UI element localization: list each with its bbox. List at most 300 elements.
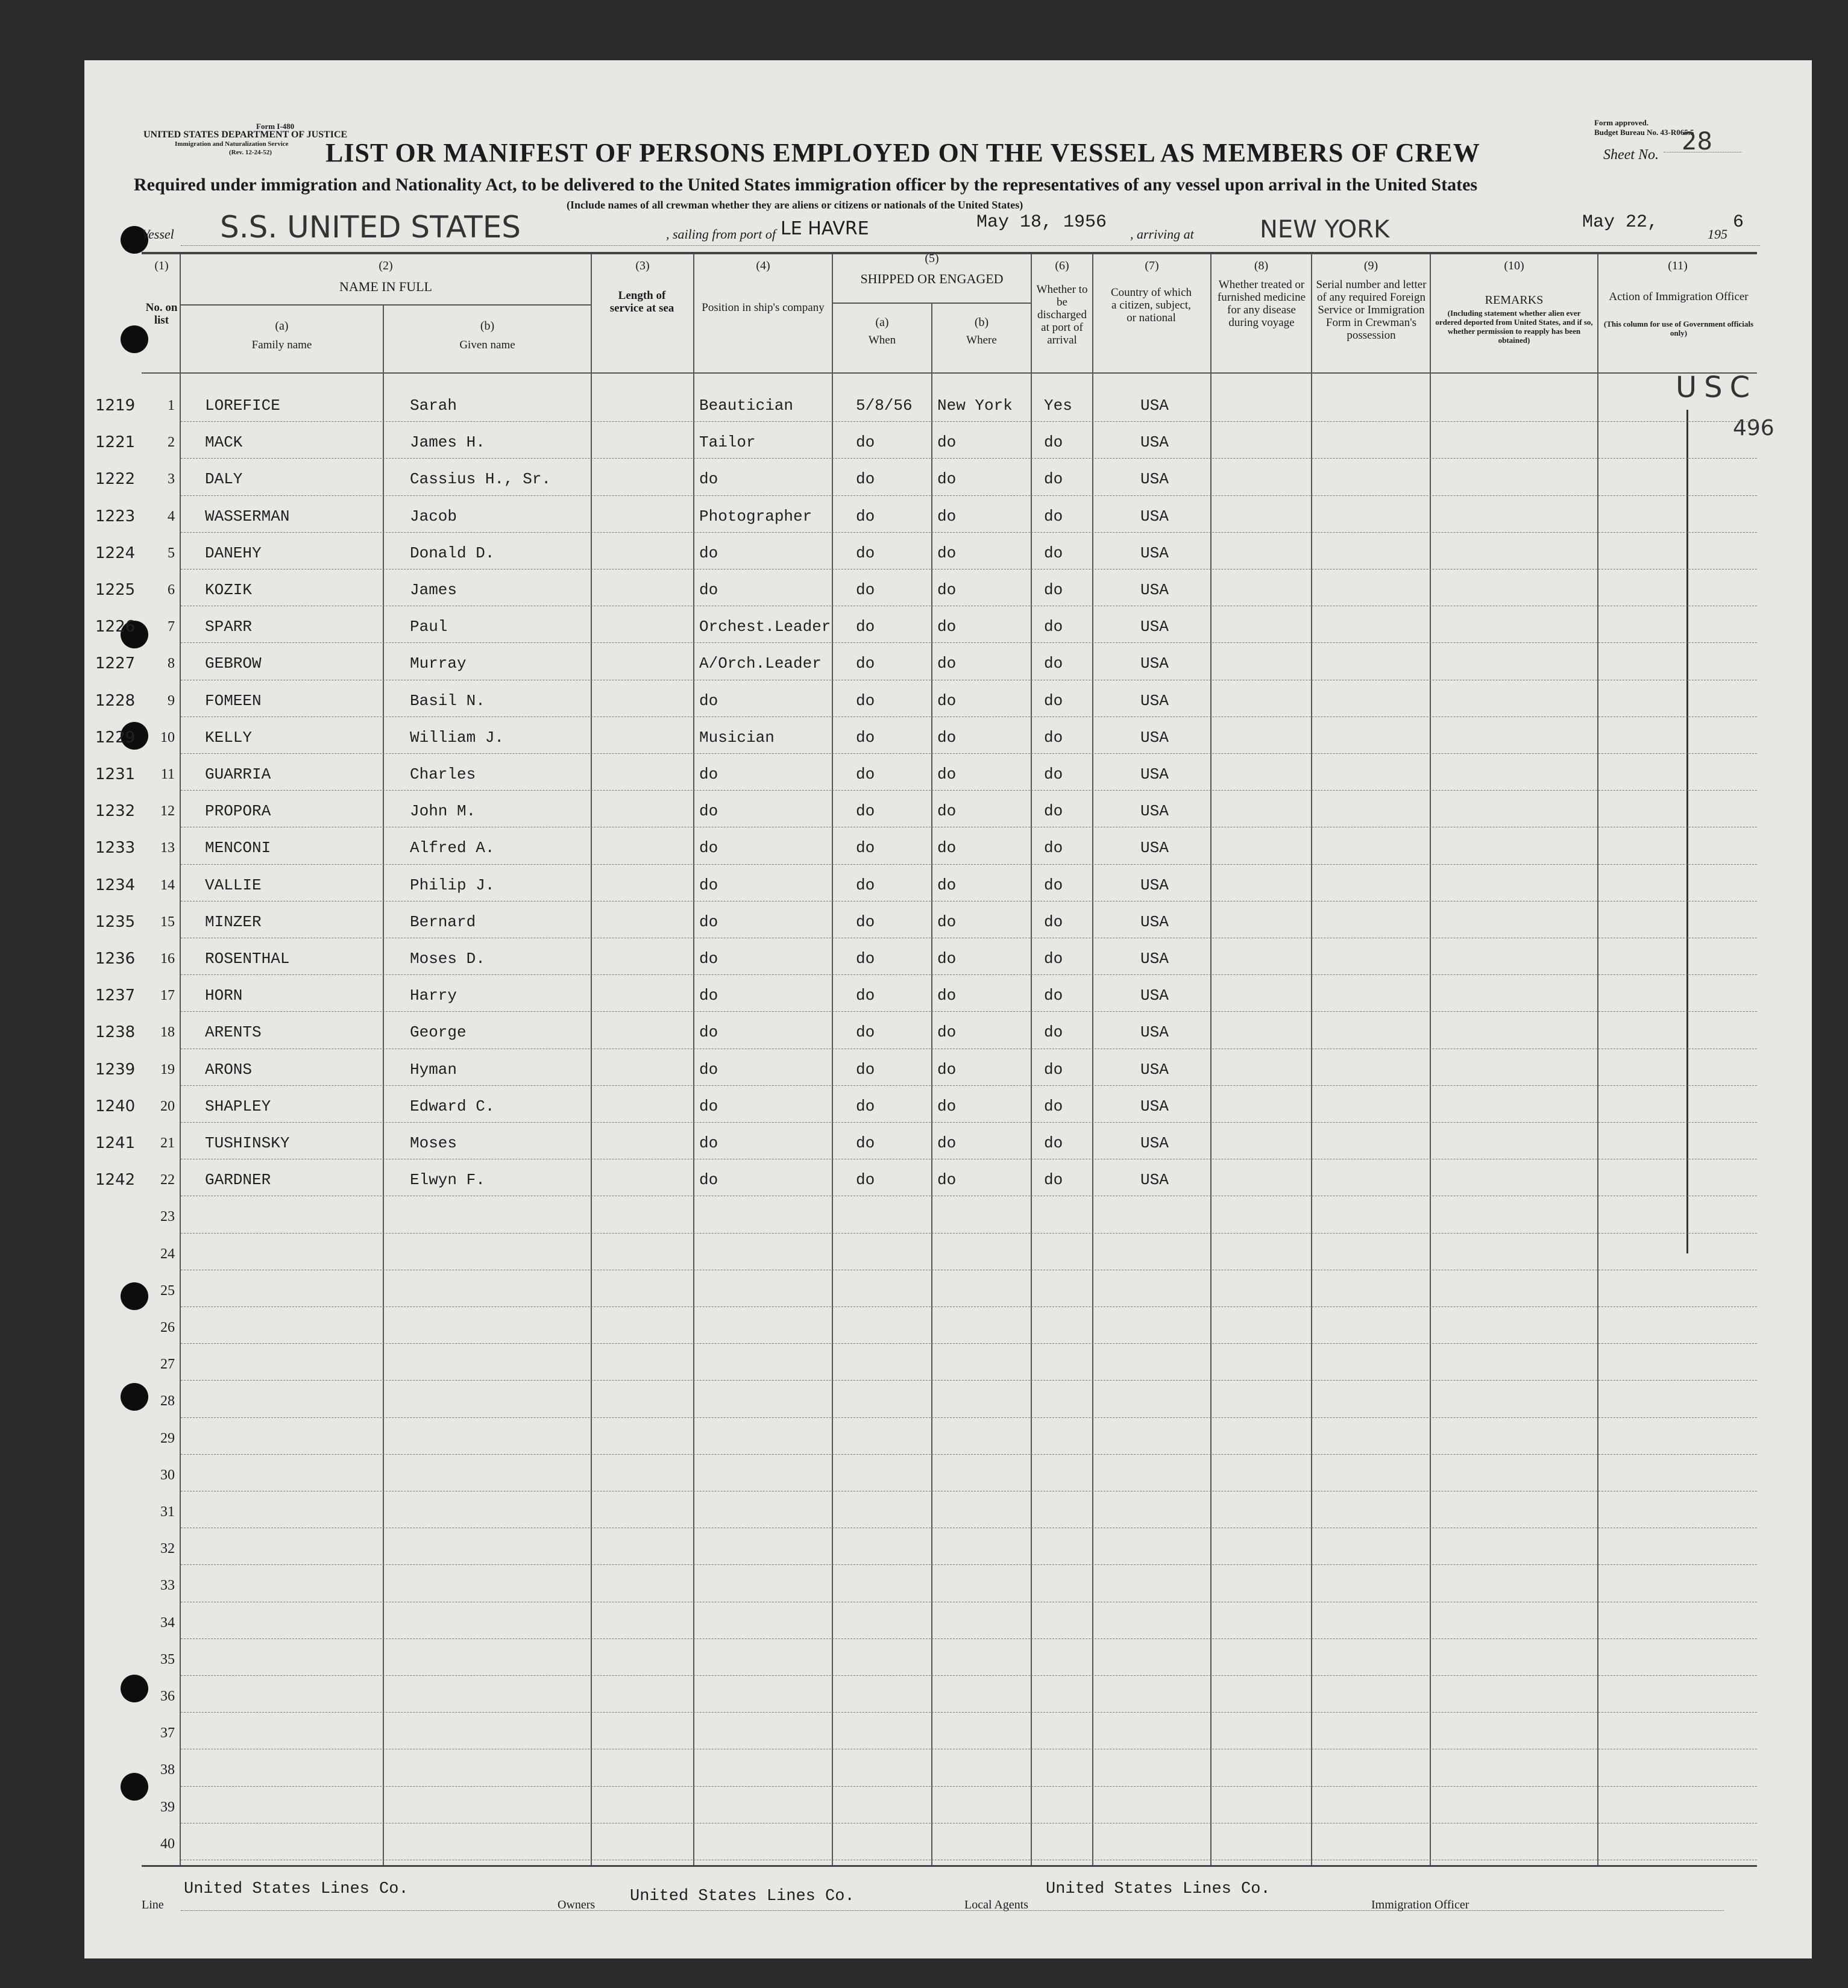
country-cell: USA bbox=[1140, 1171, 1169, 1190]
usc-annotation: USC bbox=[1676, 371, 1758, 404]
position-cell: do bbox=[699, 839, 718, 858]
position-cell: do bbox=[699, 1134, 718, 1152]
given-name-cell: Cassius H., Sr. bbox=[410, 470, 552, 489]
family-name-cell: ROSENTHAL bbox=[205, 950, 290, 968]
sheet-number: 28 bbox=[1682, 128, 1712, 155]
vessel-line bbox=[142, 210, 1757, 246]
shipped-where-cell: do bbox=[937, 950, 957, 968]
table-row bbox=[84, 1455, 1812, 1492]
discharge-cell: do bbox=[1044, 691, 1063, 710]
given-name-cell: James bbox=[410, 581, 457, 599]
position-cell: do bbox=[699, 1097, 718, 1115]
row-number: 30 bbox=[160, 1467, 175, 1483]
col1-label: No. on list bbox=[145, 301, 178, 327]
sheet-label: Sheet No. bbox=[1603, 147, 1659, 163]
discharge-cell: do bbox=[1044, 1060, 1063, 1079]
given-name-cell: Harry bbox=[410, 986, 457, 1005]
given-name-cell: John M. bbox=[410, 802, 476, 821]
shipped-when-cell: do bbox=[856, 986, 875, 1005]
shipped-where-cell: do bbox=[937, 986, 957, 1005]
given-name-cell: George bbox=[410, 1023, 467, 1042]
col2b-label: Given name bbox=[459, 339, 515, 351]
col7-label: Country of which a citizen, subject, or national bbox=[1110, 286, 1192, 324]
position-cell: Photographer bbox=[699, 507, 812, 525]
left-margin-number: 1236 bbox=[95, 950, 136, 968]
shipped-when-cell: do bbox=[856, 876, 875, 894]
left-margin-number: 1235 bbox=[95, 912, 136, 931]
shipped-where-cell: do bbox=[937, 433, 957, 452]
row-number: 22 bbox=[160, 1172, 175, 1188]
discharge-cell: do bbox=[1044, 654, 1063, 673]
given-name-cell: Moses D. bbox=[410, 950, 485, 968]
shipped-where-cell: do bbox=[937, 1171, 957, 1190]
given-name-cell: Donald D. bbox=[410, 544, 495, 562]
discharge-cell: do bbox=[1044, 839, 1063, 858]
row-number: 37 bbox=[160, 1725, 175, 1742]
given-name-cell: Alfred A. bbox=[410, 839, 495, 858]
col8-number: (8) bbox=[1254, 259, 1269, 272]
discharge-cell: do bbox=[1044, 544, 1063, 562]
shipped-when-cell: do bbox=[856, 802, 875, 821]
family-name-cell: HORN bbox=[205, 986, 243, 1005]
vessel-label: Vessel bbox=[142, 227, 174, 242]
discharge-cell: do bbox=[1044, 728, 1063, 747]
row-separator bbox=[181, 495, 1757, 496]
table-row bbox=[84, 644, 1812, 680]
given-name-cell: James H. bbox=[410, 433, 485, 452]
row-separator bbox=[181, 421, 1757, 422]
row-number: 2 bbox=[168, 434, 175, 451]
position-cell: do bbox=[699, 581, 718, 599]
arrival-date: May 22, bbox=[1582, 212, 1659, 233]
country-cell: USA bbox=[1140, 581, 1169, 599]
discharge-cell: do bbox=[1044, 1023, 1063, 1042]
position-cell: do bbox=[699, 1171, 718, 1190]
shipped-subheader-line bbox=[832, 303, 1031, 304]
family-name-cell: PROPORA bbox=[205, 802, 271, 821]
department-name: UNITED STATES DEPARTMENT OF JUSTICE bbox=[143, 130, 348, 140]
col11-label: Action of Immigration Officer bbox=[1609, 290, 1749, 303]
table-row bbox=[84, 976, 1812, 1012]
position-cell: do bbox=[699, 544, 718, 562]
form-revision: (Rev. 12-24-52) bbox=[229, 149, 272, 156]
shipped-where-cell: do bbox=[937, 470, 957, 489]
row-number: 14 bbox=[160, 877, 175, 893]
discharge-cell: do bbox=[1044, 802, 1063, 821]
shipped-where-cell: New York bbox=[937, 397, 1013, 415]
given-name-cell: Charles bbox=[410, 765, 476, 783]
position-cell: do bbox=[699, 691, 718, 710]
left-margin-number: 1237 bbox=[95, 986, 136, 1005]
budget-bureau: Budget Bureau No. 43-R065.5 bbox=[1594, 128, 1694, 137]
position-cell: do bbox=[699, 765, 718, 783]
given-name-cell: Hyman bbox=[410, 1060, 457, 1079]
shipped-where-cell: do bbox=[937, 765, 957, 783]
table-row bbox=[84, 386, 1812, 422]
row-separator bbox=[181, 1417, 1757, 1418]
port-to: NEW YORK bbox=[1260, 216, 1390, 243]
left-margin-number: 1229 bbox=[95, 728, 136, 747]
col4-label: Position in ship's company bbox=[702, 301, 825, 314]
left-margin-number: 1238 bbox=[95, 1023, 136, 1042]
shipped-where-cell: do bbox=[937, 691, 957, 710]
left-margin-number: 1226 bbox=[95, 618, 136, 636]
table-row bbox=[84, 1640, 1812, 1676]
country-cell: USA bbox=[1140, 802, 1169, 821]
discharge-cell: do bbox=[1044, 1097, 1063, 1115]
left-margin-number: 1241 bbox=[95, 1134, 136, 1152]
left-margin-number: 1224 bbox=[95, 544, 136, 562]
shipped-when-cell: do bbox=[856, 544, 875, 562]
shipped-when-cell: do bbox=[856, 691, 875, 710]
header-bottom-border bbox=[142, 372, 1757, 374]
row-number: 11 bbox=[160, 767, 175, 782]
country-cell: USA bbox=[1140, 1023, 1169, 1042]
shipped-where-cell: do bbox=[937, 1134, 957, 1152]
table-row bbox=[84, 1676, 1812, 1713]
row-number: 1 bbox=[168, 398, 175, 413]
table-row bbox=[84, 1492, 1812, 1529]
shipped-where-cell: do bbox=[937, 581, 957, 599]
line-value: United States Lines Co. bbox=[184, 1880, 409, 1898]
vessel-name: S.S. UNITED STATES bbox=[220, 210, 521, 245]
discharge-cell: do bbox=[1044, 876, 1063, 894]
given-name-cell: Moses bbox=[410, 1134, 457, 1152]
agents-value: United States Lines Co. bbox=[1046, 1880, 1271, 1898]
table-row bbox=[84, 1050, 1812, 1087]
row-number: 26 bbox=[160, 1320, 175, 1335]
col4-number: (4) bbox=[756, 259, 770, 272]
position-cell: Beautician bbox=[699, 397, 794, 415]
row-separator bbox=[181, 1712, 1757, 1713]
table-row bbox=[84, 902, 1812, 939]
table-row bbox=[84, 1308, 1812, 1344]
discharge-cell: do bbox=[1044, 765, 1063, 783]
discharge-cell: do bbox=[1044, 950, 1063, 968]
row-separator bbox=[181, 1343, 1757, 1344]
row-number: 29 bbox=[160, 1430, 175, 1446]
row-number: 33 bbox=[160, 1578, 175, 1594]
col11-subtext: (This column for use of Government officials only) bbox=[1603, 319, 1754, 337]
agents-label: Local Agents bbox=[964, 1898, 1029, 1911]
country-cell: USA bbox=[1140, 544, 1169, 562]
position-cell: Orchest.Leader bbox=[699, 618, 831, 636]
service-name: Immigration and Naturalization Service bbox=[175, 140, 289, 148]
country-cell: USA bbox=[1140, 876, 1169, 894]
table-row bbox=[84, 1419, 1812, 1455]
left-margin-number: 1227 bbox=[95, 654, 136, 673]
family-name-cell: FOMEEN bbox=[205, 691, 262, 710]
col3-label: Length of service at sea bbox=[609, 289, 674, 315]
family-name-cell: LOREFICE bbox=[205, 397, 280, 415]
instruction-note: (Include names of all crewman whether they are aliens or citizens or nationals of the United States) bbox=[567, 199, 1023, 211]
left-margin-number: 1232 bbox=[95, 802, 136, 821]
col10-subtext: (Including statement whether alien ever ordered deported from United States, and if so, whether permission to reapply has been obtained) bbox=[1435, 309, 1593, 345]
row-separator bbox=[181, 864, 1757, 865]
row-number: 25 bbox=[160, 1282, 175, 1299]
family-name-cell: WASSERMAN bbox=[205, 507, 290, 525]
position-cell: do bbox=[699, 876, 718, 894]
shipped-when-cell: do bbox=[856, 654, 875, 673]
position-cell: A/Orch.Leader bbox=[699, 654, 822, 673]
row-number: 7 bbox=[168, 619, 175, 635]
row-number: 27 bbox=[160, 1356, 175, 1373]
table-row bbox=[84, 791, 1812, 828]
country-cell: USA bbox=[1140, 507, 1169, 525]
family-name-cell: MACK bbox=[205, 433, 243, 452]
table-row bbox=[84, 570, 1812, 607]
left-margin-number: 1231 bbox=[95, 765, 136, 783]
col8-label: Whether treated or furnished medicine for any disease during voyage bbox=[1217, 278, 1306, 329]
shipped-when-cell: do bbox=[856, 470, 875, 489]
row-separator bbox=[181, 1233, 1757, 1234]
row-separator bbox=[181, 974, 1757, 975]
footer bbox=[142, 1874, 1757, 1922]
row-separator bbox=[181, 716, 1757, 717]
row-number: 5 bbox=[168, 545, 175, 561]
punch-hole bbox=[121, 325, 148, 353]
row-separator bbox=[181, 642, 1757, 643]
col10-label: REMARKS bbox=[1485, 293, 1544, 307]
table-row bbox=[84, 1160, 1812, 1197]
shipped-when-cell: do bbox=[856, 1134, 875, 1152]
line-label: Line bbox=[142, 1898, 164, 1911]
sail-date: May 18, 1956 bbox=[976, 212, 1107, 233]
family-name-cell: ARENTS bbox=[205, 1023, 262, 1042]
table-row bbox=[84, 497, 1812, 533]
row-number: 23 bbox=[160, 1209, 175, 1225]
table-row bbox=[84, 1824, 1812, 1861]
row-number: 15 bbox=[160, 914, 175, 930]
row-separator bbox=[181, 1638, 1757, 1639]
arriving-label: , arriving at bbox=[1130, 227, 1194, 242]
year-digit: 6 bbox=[1733, 212, 1744, 233]
row-number: 21 bbox=[160, 1135, 175, 1151]
count-annotation: 496 bbox=[1733, 416, 1774, 441]
family-name-cell: VALLIE bbox=[205, 876, 262, 894]
shipped-where-cell: do bbox=[937, 728, 957, 747]
left-margin-number: 1225 bbox=[95, 581, 136, 599]
left-margin-number: 1221 bbox=[95, 433, 136, 452]
left-margin-number: 1233 bbox=[95, 839, 136, 858]
country-cell: USA bbox=[1140, 397, 1169, 415]
row-separator bbox=[181, 1675, 1757, 1676]
col2b-number: (b) bbox=[480, 319, 495, 333]
row-separator bbox=[181, 1564, 1757, 1565]
family-name-cell: KOZIK bbox=[205, 581, 253, 599]
row-number: 24 bbox=[160, 1246, 175, 1262]
discharge-cell: Yes bbox=[1044, 397, 1072, 415]
col5-label: SHIPPED OR ENGAGED bbox=[860, 271, 1004, 286]
table-row bbox=[84, 1344, 1812, 1381]
row-number: 39 bbox=[160, 1799, 175, 1815]
row-separator bbox=[181, 1786, 1757, 1787]
shipped-where-cell: do bbox=[937, 654, 957, 673]
row-number: 34 bbox=[160, 1614, 175, 1631]
given-name-cell: Bernard bbox=[410, 912, 476, 931]
col5b-label: Where bbox=[966, 334, 997, 346]
table-row bbox=[84, 865, 1812, 902]
page-title: LIST OR MANIFEST OF PERSONS EMPLOYED ON THE VESSEL AS MEMBERS OF CREW bbox=[325, 138, 1480, 168]
shipped-where-cell: do bbox=[937, 876, 957, 894]
sailing-label: , sailing from port of bbox=[666, 227, 776, 242]
row-separator bbox=[181, 1306, 1757, 1307]
footer-underline bbox=[181, 1910, 1724, 1911]
row-number: 35 bbox=[160, 1651, 175, 1667]
country-cell: USA bbox=[1140, 1060, 1169, 1079]
given-name-cell: Paul bbox=[410, 618, 448, 636]
country-cell: USA bbox=[1140, 986, 1169, 1005]
discharge-cell: do bbox=[1044, 986, 1063, 1005]
year-label: 195 bbox=[1708, 227, 1727, 242]
table-row bbox=[84, 1713, 1812, 1750]
left-margin-number: 1219 bbox=[95, 397, 136, 415]
country-cell: USA bbox=[1140, 765, 1169, 783]
row-number: 20 bbox=[160, 1098, 175, 1114]
table-row bbox=[84, 533, 1812, 570]
family-name-cell: GUARRIA bbox=[205, 765, 271, 783]
family-name-cell: GEBROW bbox=[205, 654, 262, 673]
country-cell: USA bbox=[1140, 728, 1169, 747]
row-number: 32 bbox=[160, 1541, 175, 1557]
row-number: 18 bbox=[160, 1024, 175, 1041]
shipped-when-cell: do bbox=[856, 618, 875, 636]
table-row bbox=[84, 1381, 1812, 1418]
col6-number: (6) bbox=[1055, 259, 1069, 272]
family-name-cell: MINZER bbox=[205, 912, 262, 931]
family-name-cell: GARDNER bbox=[205, 1171, 271, 1190]
row-separator bbox=[181, 753, 1757, 754]
row-separator bbox=[181, 1380, 1757, 1381]
col1-number: (1) bbox=[154, 259, 169, 272]
position-cell: do bbox=[699, 802, 718, 821]
row-separator bbox=[181, 1454, 1757, 1455]
row-number: 3 bbox=[168, 471, 175, 488]
position-cell: do bbox=[699, 986, 718, 1005]
given-name-cell: Sarah bbox=[410, 397, 457, 415]
row-number: 17 bbox=[160, 988, 175, 1004]
country-cell: USA bbox=[1140, 654, 1169, 673]
row-number: 4 bbox=[168, 508, 175, 524]
row-number: 16 bbox=[160, 951, 175, 967]
table-row bbox=[84, 754, 1812, 791]
shipped-when-cell: do bbox=[856, 1023, 875, 1042]
col2-label: NAME IN FULL bbox=[339, 279, 432, 294]
table-row bbox=[84, 828, 1812, 865]
shipped-when-cell: do bbox=[856, 433, 875, 452]
shipped-where-cell: do bbox=[937, 1060, 957, 1079]
row-separator bbox=[181, 532, 1757, 533]
given-name-cell: Philip J. bbox=[410, 876, 495, 894]
family-name-cell: DALY bbox=[205, 470, 243, 489]
sheet-number-field bbox=[1664, 128, 1742, 155]
row-number: 36 bbox=[160, 1689, 175, 1704]
row-separator bbox=[181, 1085, 1757, 1086]
family-name-cell: SPARR bbox=[205, 618, 253, 636]
left-margin-number: 1228 bbox=[95, 691, 136, 710]
shipped-where-cell: do bbox=[937, 1023, 957, 1042]
form-approval: Form approved. bbox=[1594, 118, 1649, 127]
col3-number: (3) bbox=[635, 259, 650, 272]
shipped-where-cell: do bbox=[937, 1097, 957, 1115]
col5-number: (5) bbox=[925, 252, 939, 265]
table-row bbox=[84, 681, 1812, 718]
country-cell: USA bbox=[1140, 470, 1169, 489]
row-number: 6 bbox=[168, 582, 175, 598]
family-name-cell: MENCONI bbox=[205, 839, 271, 858]
table-row bbox=[84, 1197, 1812, 1234]
family-name-cell: ARONS bbox=[205, 1060, 253, 1079]
table-row bbox=[84, 1234, 1812, 1271]
shipped-where-cell: do bbox=[937, 544, 957, 562]
family-name-cell: KELLY bbox=[205, 728, 253, 747]
discharge-cell: do bbox=[1044, 507, 1063, 525]
col10-number: (10) bbox=[1504, 259, 1524, 272]
left-margin-number: 1240 bbox=[95, 1097, 136, 1115]
col5b-number: (b) bbox=[974, 316, 989, 329]
position-cell: Musician bbox=[699, 728, 775, 747]
left-margin-number: 1239 bbox=[95, 1060, 136, 1079]
table-row bbox=[84, 1750, 1812, 1787]
position-cell: do bbox=[699, 950, 718, 968]
col9-number: (9) bbox=[1363, 259, 1378, 272]
position-cell: do bbox=[699, 470, 718, 489]
col7-number: (7) bbox=[1145, 259, 1159, 272]
left-margin-number: 1222 bbox=[95, 470, 136, 489]
row-separator bbox=[181, 1011, 1757, 1012]
country-cell: USA bbox=[1140, 1097, 1169, 1115]
row-number: 8 bbox=[168, 656, 175, 672]
position-cell: do bbox=[699, 912, 718, 931]
table-row bbox=[84, 607, 1812, 644]
family-name-cell: DANEHY bbox=[205, 544, 262, 562]
table-row bbox=[84, 1012, 1812, 1049]
country-cell: USA bbox=[1140, 839, 1169, 858]
shipped-where-cell: do bbox=[937, 507, 957, 525]
family-name-cell: TUSHINSKY bbox=[205, 1134, 290, 1152]
family-name-cell: SHAPLEY bbox=[205, 1097, 271, 1115]
col5a-number: (a) bbox=[875, 316, 889, 329]
table-row bbox=[84, 1529, 1812, 1566]
row-number: 31 bbox=[160, 1504, 175, 1520]
name-subheader-line bbox=[180, 304, 591, 306]
row-separator bbox=[181, 1122, 1757, 1123]
col5a-label: When bbox=[868, 334, 896, 346]
port-from: LE HAVRE bbox=[781, 218, 869, 239]
table-bottom-border bbox=[142, 1865, 1757, 1867]
table-row bbox=[84, 1566, 1812, 1602]
table-row bbox=[84, 939, 1812, 976]
row-number: 9 bbox=[168, 692, 175, 709]
row-separator bbox=[181, 790, 1757, 791]
country-cell: USA bbox=[1140, 1134, 1169, 1152]
shipped-when-cell: do bbox=[856, 950, 875, 968]
country-cell: USA bbox=[1140, 618, 1169, 636]
row-number: 40 bbox=[160, 1836, 175, 1852]
left-margin-number: 1242 bbox=[95, 1171, 136, 1190]
shipped-when-cell: do bbox=[856, 1097, 875, 1115]
shipped-when-cell: do bbox=[856, 839, 875, 858]
row-separator bbox=[181, 458, 1757, 459]
row-number: 13 bbox=[160, 840, 175, 856]
row-number: 10 bbox=[160, 729, 175, 745]
shipped-where-cell: do bbox=[937, 802, 957, 821]
table-row bbox=[84, 1787, 1812, 1824]
shipped-where-cell: do bbox=[937, 912, 957, 931]
form-number: Form I-480 bbox=[256, 122, 295, 131]
country-cell: USA bbox=[1140, 691, 1169, 710]
discharge-cell: do bbox=[1044, 1171, 1063, 1190]
